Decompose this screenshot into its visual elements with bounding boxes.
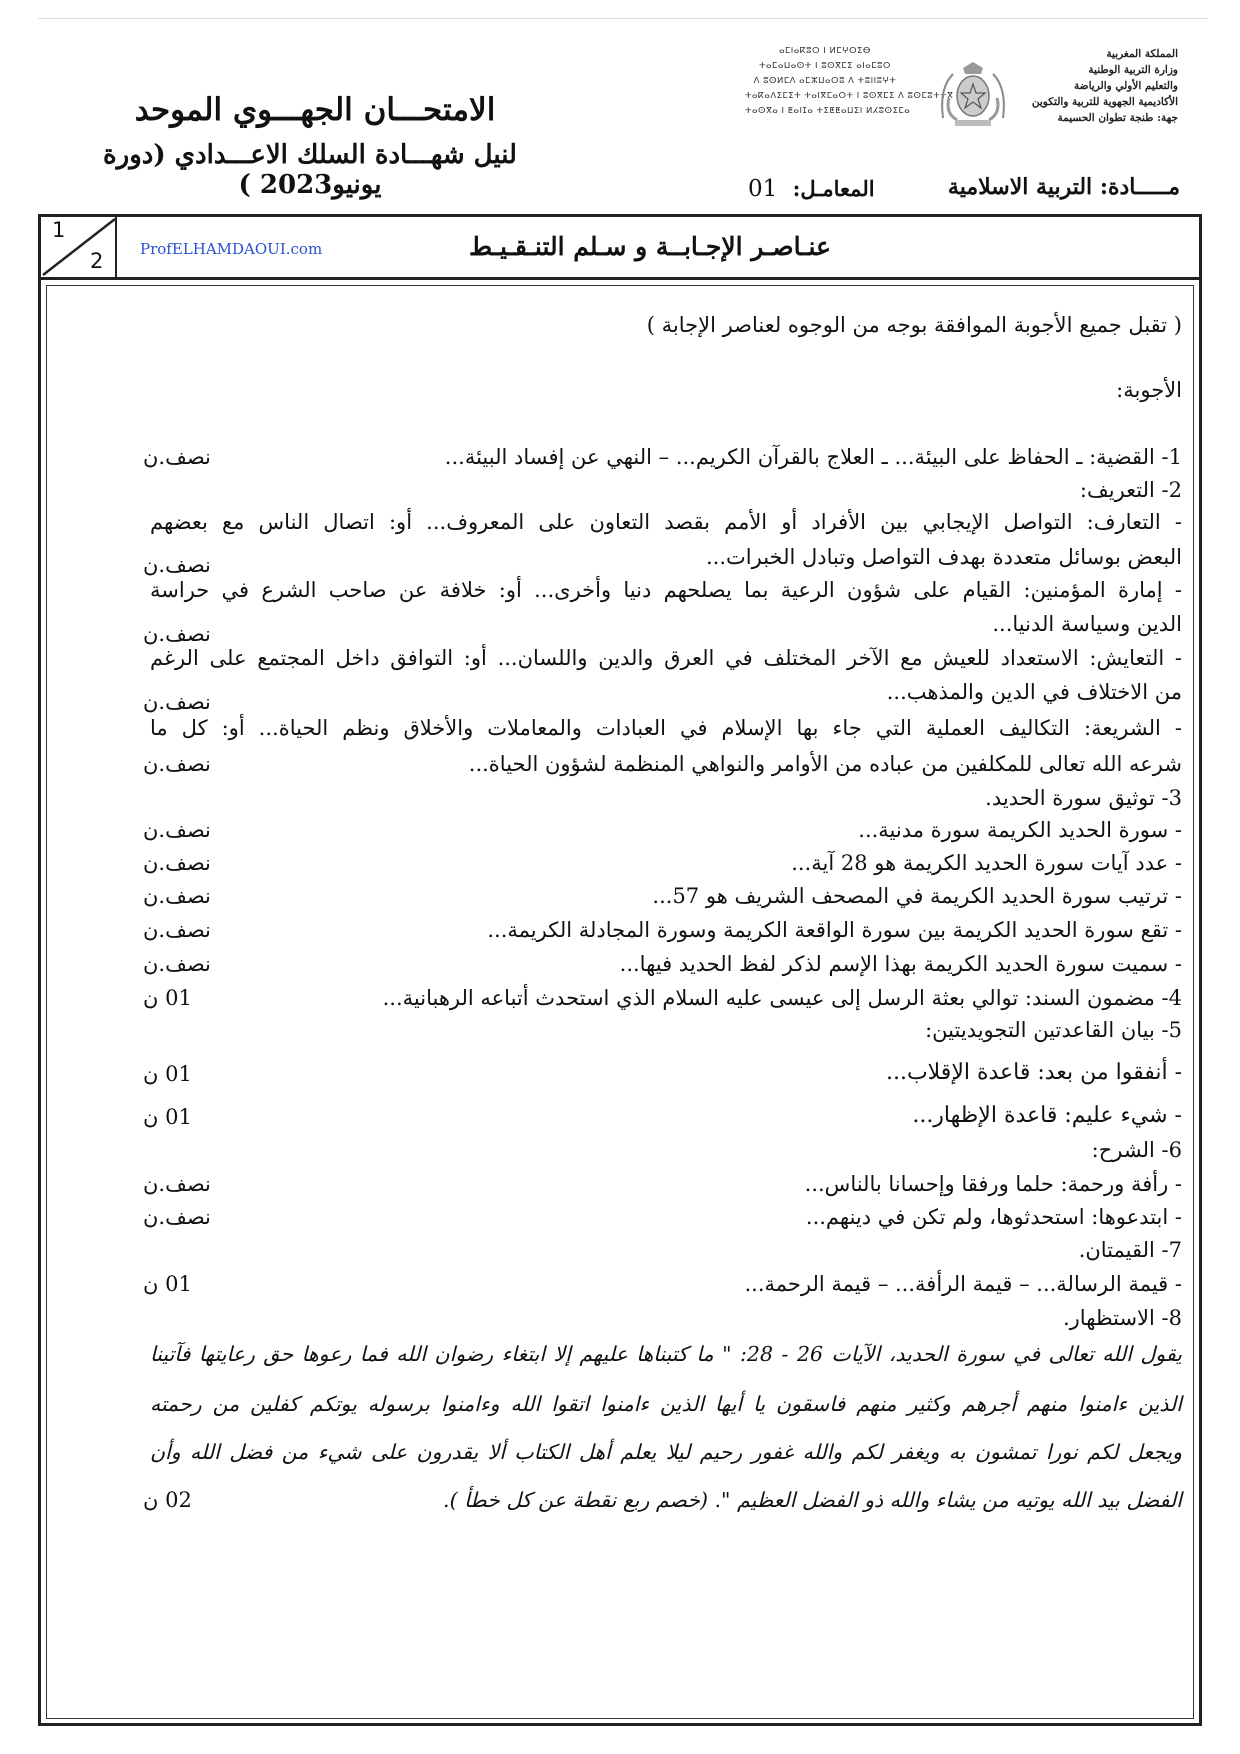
ministry-header [978, 46, 1178, 126]
word-explanation: - ابتدعوها: استحدثوها، ولم تكن في دينهم... [805, 1205, 1182, 1229]
score: نصف.ن [143, 952, 211, 976]
score: نصف.ن [143, 851, 211, 875]
score: نصف.ن [143, 884, 211, 908]
tifinagh-header [745, 44, 954, 119]
surah-fact: - عدد آيات سورة الحديد الكريمة هو 28 آية... [791, 851, 1182, 875]
coefficient-label: المعامـل: [792, 176, 875, 201]
score: 01 ن [143, 986, 192, 1010]
answer-key-title: عنـاصـر الإجـابــة و سـلم التنـقـيـط [469, 232, 831, 261]
page-current: 1 [52, 218, 66, 242]
coefficient [748, 176, 875, 202]
definition-line: - التعايش: الاستعداد للعيش مع الآخر المختلف في العرق والدين واللسان... أو: التوافق داخل المجتمع على الرغم [150, 646, 1182, 670]
definition-line: من الاختلاف في الدين والمذهب... [886, 680, 1182, 704]
score: نصف.ن [143, 1205, 211, 1229]
q8-title: 8- الاستظهار. [1062, 1306, 1182, 1330]
coefficient-value: 01 [748, 176, 778, 202]
score: نصف.ن [143, 622, 211, 646]
tifinagh-line: ⵜⴰⵙⴳⴰ ⵏ ⵟⴰⵏⵊⴰ ⵜⵉⵟⵟⴰⵡⵉⵏ ⵍⵃⵓⵙⵉⵎⴰ [745, 106, 911, 116]
tajweed-rule: - شيء عليم: قاعدة الإظهار... [912, 1103, 1182, 1128]
ministry-line: المملكة المغربية [1106, 48, 1178, 60]
tifinagh-line: ⴷ ⵓⵙⵍⵎⴷ ⴰⵎⵣⵡⴰⵔⵓ ⴷ ⵜⵓⵏⵏⵓⵖⵜ [753, 76, 897, 86]
quran-recitation-line: ويجعل لكم نورا تمشون به ويغفر لكم والله غفور رحيم ليلا يعلم أهل الكتاب ألا يقدرون على شيء من فضل الله وأن [150, 1440, 1182, 1464]
q7-title: 7- القيمتان. [1078, 1238, 1182, 1262]
quran-recitation-line: يقول الله تعالى في سورة الحديد، الآيات 26 - 28: " ما كتبناها عليهم إلا ابتغاء رضوان الله فما رعوها حق رعايتها فآتينا [150, 1342, 1182, 1366]
word-explanation: - رأفة ورحمة: حلما ورفقا وإحسانا بالناس... [804, 1172, 1182, 1196]
definition-line: - إمارة المؤمنين: القيام على شؤون الرعية بما يصلحهم دنيا وأخرى... أو: خلافة عن صاحب الشرع في حراسة [150, 578, 1182, 602]
definition-line: شرعه الله تعالى للمكلفين من عباده من الأوامر والنواهي المنظمة لشؤون الحياة... [468, 752, 1182, 776]
surah-fact: - تقع سورة الحديد الكريمة بين سورة الواقعة الكريمة وسورة المجادلة الكريمة... [487, 918, 1182, 942]
brand-link[interactable]: ProfELHAMDAOUI.com [140, 240, 323, 258]
tifinagh-line: ⴰⵎⵏⴰⴽⵓⵔ ⵏ ⵍⵎⵖⵔⵉⴱ [779, 46, 871, 56]
tifinagh-line: ⵜⴰⵎⴰⵡⴰⵙⵜ ⵏ ⵓⵙⴳⵎⵉ ⴰⵏⴰⵎⵓⵔ [759, 61, 891, 71]
tifinagh-line: ⵜⴰⴽⴰⴷⵉⵎⵉⵜ ⵜⴰⵏⴳⵎⴰⵔⵜ ⵏ ⵓⵙⴳⵎⵉ ⴷ ⵓⵙⵎⵓⵜⵜⴳ [745, 91, 954, 101]
page-total: 2 [90, 249, 104, 273]
answer-q4: 4- مضمون السند: توالي بعثة الرسل إلى عيسى عليه السلام الذي استحدث أتباعه الرهبانية... [382, 986, 1182, 1010]
ministry-line: والتعليم الأولي والرياضة [1074, 80, 1178, 92]
definition-line: الدين وسياسة الدنيا... [992, 612, 1182, 636]
intro-note: ( تقبل جميع الأجوبة الموافقة بوجه من الوجوه لعناصر الإجابة ) [646, 313, 1182, 337]
q2-title: 2- التعريف: [1079, 478, 1182, 502]
answer-q1: 1- القضية: ـ الحفاظ على البيئة... ـ العلاج بالقرآن الكريم... – النهي عن إفساد البيئة... [444, 445, 1182, 469]
surah-fact: - سورة الحديد الكريمة سورة مدنية... [858, 818, 1182, 842]
surah-fact: - سميت سورة الحديد الكريمة بهذا الإسم لذكر لفظ الحديد فيها... [619, 952, 1182, 976]
values-line: - قيمة الرسالة... – قيمة الرأفة... – قيمة الرحمة... [744, 1272, 1182, 1296]
tajweed-rule: - أنفقوا من بعد: قاعدة الإقلاب... [885, 1060, 1182, 1085]
ministry-line: جهة: طنجة تطوان الحسيمة [1057, 112, 1178, 124]
ministry-line: وزارة التربية الوطنية [1088, 64, 1178, 76]
q3-title: 3- توثيق سورة الحديد. [985, 786, 1182, 810]
definition-line: - الشريعة: التكاليف العملية التي جاء بها الإسلام في العبادات والمعاملات والأخلاق ونظم الحياة... أو: كل ما [150, 716, 1182, 740]
score: نصف.ن [143, 818, 211, 842]
answers-label: الأجوبة: [1116, 378, 1182, 402]
definition-line: - التعارف: التواصل الإيجابي بين الأفراد أو الأمم بقصد التعاون على المعروف... أو: اتصال الناس مع بعضهم [150, 510, 1182, 534]
exam-title: الامتحـــان الجهـــوي الموحد [134, 92, 496, 128]
score: نصف.ن [143, 445, 211, 469]
quran-recitation-line: الفضل بيد الله يوتيه من يشاء والله ذو الفضل العظيم ". (خصم ربع نقطة عن كل خطأ ). [443, 1488, 1182, 1512]
title-separator [38, 277, 1202, 280]
score: نصف.ن [143, 690, 211, 714]
score: نصف.ن [143, 553, 211, 577]
subject-label: مـــــادة: التربية الاسلامية [947, 174, 1180, 200]
quran-recitation-line: الذين ءامنوا منهم أجرهم وكثير منهم فاسقون يا أيها الذين ءامنوا اتقوا الله وءامنوا برسوله يوتكم كفلين من رحمته [150, 1392, 1182, 1416]
score: 02 ن [143, 1488, 192, 1512]
score: نصف.ن [143, 918, 211, 942]
ministry-line: الأكاديمية الجهوية للتربية والتكوين [1031, 96, 1178, 108]
q5-title: 5- بيان القاعدتين التجويديتين: [925, 1018, 1182, 1042]
score: 01 ن [143, 1105, 192, 1129]
score: نصف.ن [143, 1172, 211, 1196]
score: 01 ن [143, 1062, 192, 1086]
top-rule [38, 18, 1208, 19]
definition-line: البعض بوسائل متعددة بهدف التواصل وتبادل الخبرات... [706, 545, 1182, 569]
exam-subtitle: لنيل شهـــادة السلك الاعـــدادي (دورة يونيو2023 ) [103, 140, 517, 200]
surah-fact: - ترتيب سورة الحديد الكريمة في المصحف الشريف هو 57... [652, 884, 1182, 908]
q6-title: 6- الشرح: [1091, 1138, 1182, 1162]
score: 01 ن [143, 1272, 192, 1296]
score: نصف.ن [143, 752, 211, 776]
